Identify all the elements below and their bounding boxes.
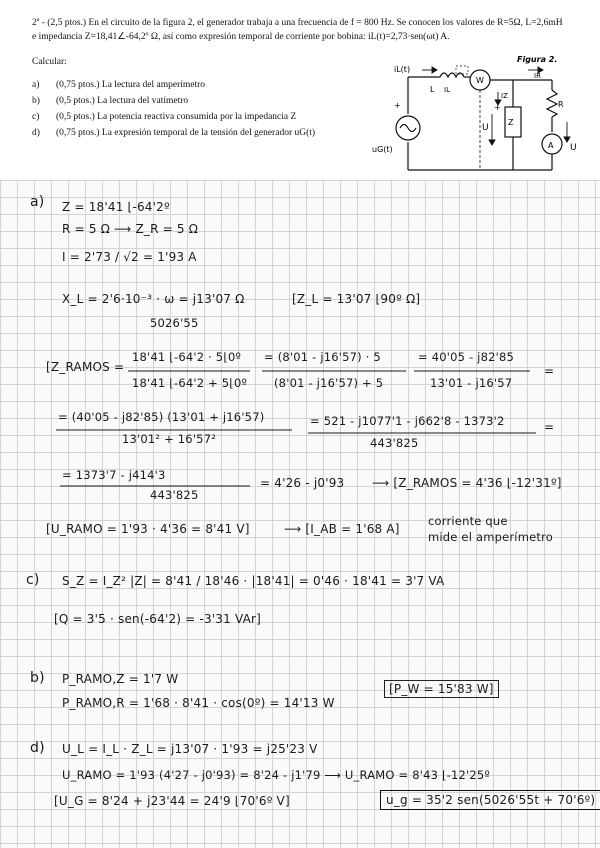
il-label: iL(t) <box>394 65 411 74</box>
figure-title: Figura 2. <box>517 55 558 64</box>
solution-line: P_RAMO,R = 1'68 · 8'41 · cos(0º) = 14'13 W <box>62 696 335 710</box>
solution-line: R = 5 Ω ⟶ Z_R = 5 Ω <box>62 222 199 236</box>
question-text: (0,5 ptos.) La potencia reactiva consumida por la impedancia Z <box>56 112 297 122</box>
plus-label: + <box>394 101 401 110</box>
iz-label: IZ <box>501 92 508 100</box>
question-letter: d) <box>32 128 40 138</box>
solution-line: [Z_RAMOS = <box>46 360 125 374</box>
solution-line: X_L = 2'6·10⁻³ · ω = j13'07 Ω <box>62 292 245 306</box>
annotation: corriente que <box>428 514 508 528</box>
part-a-label: a) <box>30 194 45 210</box>
solution-line: = <box>544 364 555 378</box>
question-text: (0,75 ptos.) La expresión temporal de la tensión del generador uG(t) <box>56 128 316 138</box>
result-amperimetro: ⟶ [I_AB = 1'68 A] <box>284 522 400 536</box>
part-d-label: d) <box>30 740 45 756</box>
question-letter: a) <box>32 80 40 90</box>
question-letter: c) <box>32 112 40 122</box>
question-text: (0,5 ptos.) La lectura del vatímetro <box>56 96 189 106</box>
fraction-numerator: = 40'05 - j82'85 <box>418 350 515 364</box>
part-b-label: b) <box>30 670 45 686</box>
annotation: mide el amperímetro <box>428 530 553 544</box>
circuit-figure <box>370 52 580 177</box>
part-c-label: c) <box>26 572 40 588</box>
u2-label: U <box>570 143 577 153</box>
a-label: A <box>548 141 554 150</box>
solution-line: U_RAMO = 1'93 (4'27 - j0'93) = 8'24 - j1'79 ⟶ U_RAMO = 8'43 ⌊-12'25º <box>62 768 491 782</box>
solution-line: Z = 18'41 ⌊-64'2º <box>62 200 170 214</box>
problem-statement-area <box>0 0 600 181</box>
fraction-denominator: 18'41 ⌊-64'2 + 5⌊0º <box>132 376 248 390</box>
solution-line: = 4'26 - j0'93 <box>260 476 345 490</box>
solution-line: ⟶ [Z_RAMOS = 4'36 ⌊-12'31º] <box>372 476 562 490</box>
calculate-label: Calcular: <box>32 57 67 67</box>
inductor-symbol <box>440 73 464 77</box>
ug-label: uG(t) <box>372 145 393 154</box>
r-label: R <box>558 100 564 109</box>
fraction-numerator: = 521 - j1077'1 - j662'8 - 1373'2 <box>310 414 505 428</box>
fraction-numerator: = (40'05 - j82'85) (13'01 + j16'57) <box>58 410 265 424</box>
handwritten-solution <box>0 180 600 848</box>
question-d <box>32 128 315 138</box>
solution-line: 5026'55 <box>150 316 199 330</box>
plus-label: + <box>494 103 501 112</box>
resistor-symbol <box>547 90 557 117</box>
solution-line: U_L = I_L · Z_L = j13'07 · 1'93 = j25'23 V <box>62 742 318 756</box>
fraction-numerator: = (8'01 - j16'57) · 5 <box>264 350 381 364</box>
fraction-denominator: 13'01 - j16'57 <box>430 376 513 390</box>
problem-statement: 2ª - (2,5 ptos.) En el circuito de la figura 2, el generador trabaja a una frecuencia de f = 800 Hz. Se conocen los valores de R=5Ω, L=2,6mH e impedancia Z=18,41∠-64,2º Ω, así como expresión temporal de corriente por bobina: iL(t)=2,73·sen(ωt) A. <box>32 18 563 42</box>
final-answer: u_g = 35'2 sen(5026'55t + 70'6º) <box>380 790 600 810</box>
solution-line: P_RAMO,Z = 1'7 W <box>62 672 179 686</box>
solution-line: [Q = 3'5 · sen(-64'2) = -3'31 VAr] <box>54 612 262 626</box>
fraction-denominator: (8'01 - j16'57) + 5 <box>274 376 384 390</box>
question-c <box>32 112 296 122</box>
u-label: U <box>482 123 489 133</box>
il-arrow-label: IL <box>444 86 450 94</box>
fraction-numerator: 18'41 ⌊-64'2 · 5⌊0º <box>132 350 242 364</box>
solution-line: [U_RAMO = 1'93 · 4'36 = 8'41 V] <box>46 522 250 536</box>
solution-line: S_Z = I_Z² |Z| = 8'41 / 18'46 · |18'41| = 0'46 · 18'41 = 3'7 VA <box>62 574 445 588</box>
solution-line: = <box>544 420 555 434</box>
question-a <box>32 80 205 90</box>
fraction-denominator: 13'01² + 16'57² <box>122 432 217 446</box>
result-wattmeter: [P_W = 15'83 W] <box>384 680 499 698</box>
question-letter: b) <box>32 96 40 106</box>
w-label: W <box>476 76 484 85</box>
l-label: L <box>430 85 435 94</box>
z-label: Z <box>508 118 514 127</box>
fraction-denominator: 443'825 <box>150 488 199 502</box>
fraction-denominator: 443'825 <box>370 436 419 450</box>
fraction-numerator: = 1373'7 - j414'3 <box>62 468 166 482</box>
question-text: (0,75 ptos.) La lectura del amperímetro <box>56 80 206 90</box>
solution-line: [Z_L = 13'07 ⌊90º Ω] <box>292 292 421 306</box>
ir-label: IR <box>534 72 541 80</box>
solution-line: [U_G = 8'24 + j23'44 = 24'9 ⌊70'6º V] <box>54 794 290 808</box>
solution-line: I = 2'73 / √2 = 1'93 A <box>62 250 197 264</box>
question-b <box>32 96 188 106</box>
